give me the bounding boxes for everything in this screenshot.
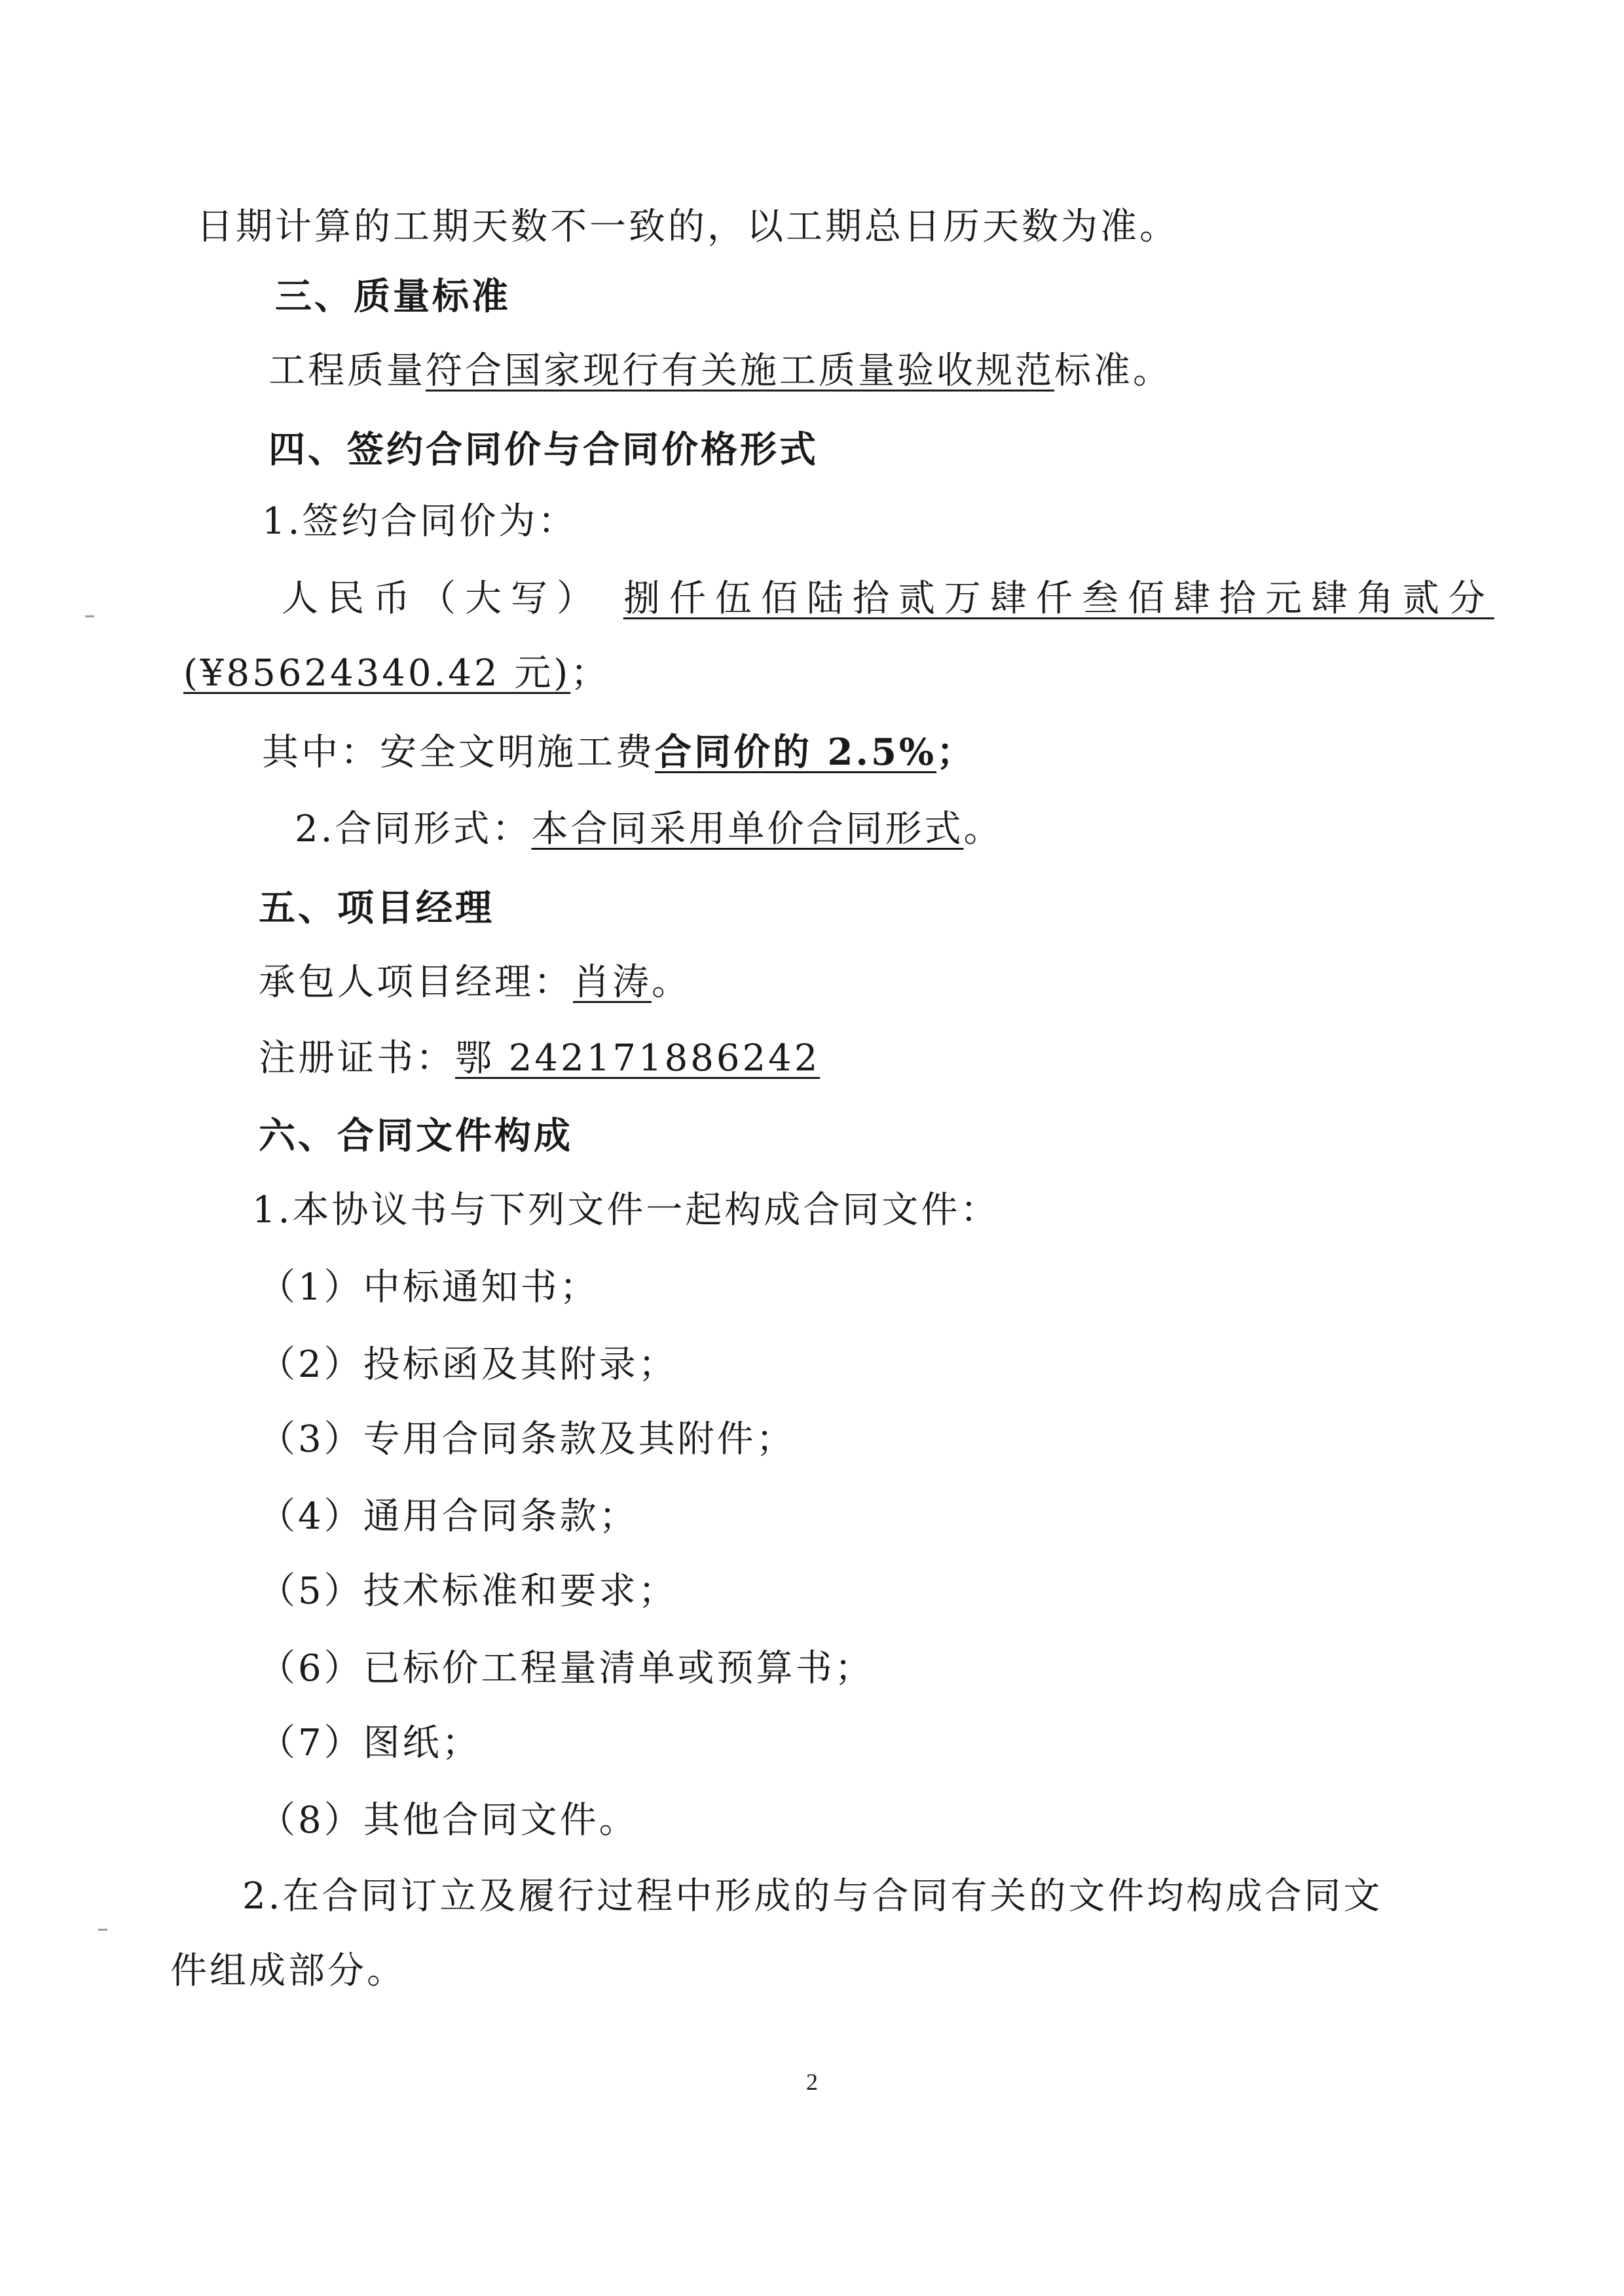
safety-fee-prefix: 其中：安全文明施工费 — [262, 731, 655, 774]
contract-form-suffix: 。 — [963, 808, 1003, 850]
manager-prefix: 承包人项目经理： — [259, 961, 573, 1004]
scan-speck — [98, 1929, 107, 1931]
list-item-document-8: （8）其他合同文件。 — [259, 1799, 638, 1842]
list-item-document-2: （2）投标函及其附录； — [259, 1343, 678, 1386]
paragraph-certificate — [259, 1036, 820, 1082]
price-prefix: 人民币（大写） — [282, 577, 602, 620]
page-number: 2 — [806, 2069, 818, 2095]
scan-speck — [85, 615, 94, 617]
section-heading-quality: 三、质量标准 — [275, 275, 511, 318]
safety-fee-suffix: ； — [936, 731, 976, 774]
section-heading-project-manager: 五、项目经理 — [259, 886, 494, 930]
list-item-document-1: （1）中标通知书； — [259, 1266, 599, 1309]
paragraph-quality — [268, 348, 1172, 394]
item-contract-documents: 1.本协议书与下列文件一起构成合同文件： — [252, 1189, 1000, 1231]
item-related-documents-line2: 件组成部分。 — [170, 1950, 406, 1992]
manager-name: 肖涛 — [573, 961, 652, 1004]
item-contract-price: 1.签约合同价为： — [262, 500, 578, 543]
certificate-number: 鄂 242171886242 — [455, 1037, 821, 1080]
list-item-document-6: （6）已标价工程量清单或预算书； — [259, 1647, 874, 1690]
contract-form-prefix: 2.合同形式： — [295, 808, 532, 850]
section-heading-contract-price: 四、签约合同价与合同价格形式 — [268, 428, 819, 471]
contract-form-underlined: 本合同采用单价合同形式 — [531, 808, 964, 850]
list-item-document-4: （4）通用合同条款； — [259, 1495, 638, 1538]
paragraph-project-manager — [259, 960, 691, 1006]
item-related-documents-line1: 2.在合同订立及履行过程中形成的与合同有关的文件均构成合同文 — [242, 1875, 1383, 1918]
paragraph-safety-fee — [262, 729, 976, 776]
certificate-prefix: 注册证书： — [259, 1037, 455, 1080]
quality-suffix: 标准。 — [1054, 350, 1172, 392]
price-suffix: ； — [570, 652, 610, 695]
paragraph-price-figure — [183, 651, 610, 697]
manager-suffix: 。 — [652, 961, 691, 1004]
quality-standard-underlined: 符合国家现行有关施工质量验收规范 — [426, 350, 1054, 392]
price-in-words: 捌仟伍佰陆拾贰万肆仟叁佰肆拾元肆角贰分 — [623, 577, 1494, 620]
paragraph-price-words — [282, 576, 1494, 622]
safety-fee-underlined: 合同价的 2.5% — [655, 731, 937, 774]
paragraph-duration-continued: 日期计算的工期天数不一致的，以工期总日历天数为准。 — [196, 206, 1179, 248]
list-item-document-3: （3）专用合同条款及其附件； — [259, 1418, 796, 1461]
paragraph-contract-form — [295, 807, 1003, 852]
quality-prefix: 工程质量 — [268, 350, 426, 392]
list-item-document-7: （7）图纸； — [259, 1722, 481, 1764]
list-item-document-5: （5）技术标准和要求； — [259, 1570, 678, 1613]
section-heading-contract-documents: 六、合同文件构成 — [259, 1114, 573, 1157]
price-in-figures: (¥85624340.42 元) — [183, 652, 571, 695]
